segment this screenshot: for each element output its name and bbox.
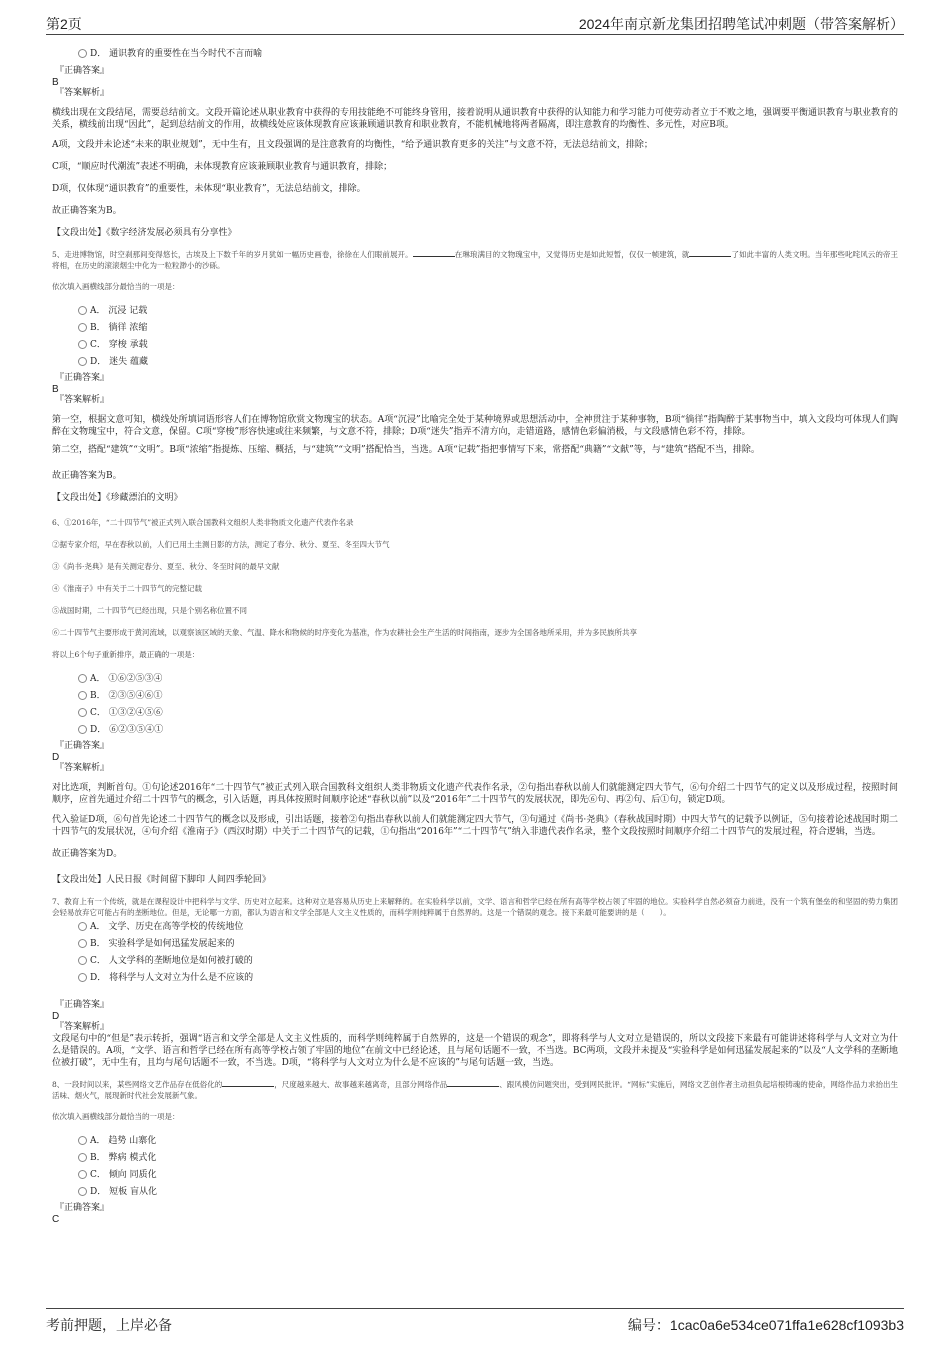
analysis-paragraph: 代入验证D项，⑥句首先论述二十四节气的概念以及形成，引出话题，接着②句指出春秋以前人们就能测定四大节气，③句通过《尚书·尧典》（春秋战国时期）中四大节气的记载予以例证，⑤句接着论述战国时期二十四节气的发展状况，④句介绍《淮南子》（西汉时期）中关于二十四节气的记载，①句指出“2016年”“二十四节气”纳入非遗代表作名录，整个文段按照时间顺序介绍二十四节气的发展过程，符合逻辑，当选。 (52, 815, 898, 837)
source-citation: 【文段出处】人民日报《时间留下脚印 人间四季轮回》 (52, 875, 271, 885)
q7-option-a[interactable] (52, 918, 898, 935)
radio-icon[interactable] (78, 973, 87, 982)
q6-option-a[interactable] (52, 670, 898, 687)
radio-icon[interactable] (78, 922, 87, 931)
option-label: A． 趋势 山寨化 (90, 1136, 157, 1146)
q7-option-b[interactable] (52, 935, 898, 952)
source-citation: 【文段出处】《数字经济发展必须具有分享性》 (52, 228, 237, 238)
option-label: B． 弊病 模式化 (90, 1153, 157, 1163)
radio-icon[interactable] (78, 956, 87, 965)
analysis-paragraph: 文段尾句中的“但是”表示转折，强调“语言和文学全部是人文主义性质的，而科学则纯粹属于自然界的，这是一个错误的观念”，即将科学与人文对立是错误的，所以文段接下来最有可能讲述将科学与人文对立为什么是错误的。A项，“文学、语言和哲学已经在所有高等学校占领了牢固的地位”在前文中已经论述，且与尾句话题不一致，不当选。BC两项，文段并未提及“实验科学是如何迅猛发展起来的”以及“人文学科的垄断地位被打破”，无中生有，且均与尾句话题不一致，不当选。D项，“将科学与人文对立为什么是不应该的”与尾句话题一致，当选。 (52, 1034, 898, 1068)
analysis-paragraph: 第一空，根据文意可知，横线处所填词语形容人们在博物馆欣赏文物瑰宝的状态。A项“沉浸”比喻完全处于某种境界或思想活动中，全神贯注于某种事物，B项“徜徉”指陶醉于某事物当中，填入文段均可体现人们陶醉在文物瑰宝中，符合文意，保留。C项“穿梭”形容快速或往来频繁，与文意不符，排除；D项“迷失”指弄不清方向，走错道路，感情色彩偏消极，与文段感情色彩不符，排除。 (52, 415, 898, 437)
option-label: A． 沉浸 记载 (90, 306, 148, 316)
option-label: D． 短板 盲从化 (90, 1187, 157, 1197)
answer-label: 『正确答案』 (55, 66, 110, 76)
radio-icon[interactable] (78, 1187, 87, 1196)
radio-icon[interactable] (78, 49, 87, 58)
analysis-paragraph: 横线出现在文段结尾，需要总结前文。文段开篇论述从职业教育中获得的专用技能绝不可能终身管用，接着说明从通识教育中获得的认知能力和学习能力可使劳动者立于不败之地，强调要平衡通识教育与职业教育的关系，横线前出现“因此”，起到总结前文的作用，故横线处应该体现教育应该兼顾通识教育和职业教育，不能机械地将两者隔离，即注意教育的均衡性、多元性，对应B项。 (52, 108, 899, 130)
question-stem: 7、教育上有一个传统，就是在课程设计中把科学与文学、历史对立起来。这种对立是容易从历史上来解释的。在实验科学以前，文学、语言和哲学已经在所有高等学校占领了牢固的地位。实验科学自然必须奋力前进，没有一个筑有堡垒的和坚固的势力集团会轻易放弃它可能占有的垄断地位。但是，无论哪一方面，都认为语言和文学全部是人文主义性质的，而科学则纯粹属于自然界的。这是一个错误的观念。接下来最可能要讲的是（ ）。 (52, 897, 898, 917)
q8-option-d[interactable] (52, 1183, 898, 1200)
analysis-conclusion: 故正确答案为D。 (52, 849, 123, 859)
option-label: B． 实验科学是如何迅猛发展起来的 (90, 939, 235, 949)
answer-value: B (52, 77, 59, 88)
q8-option-c[interactable] (52, 1166, 898, 1183)
radio-icon[interactable] (78, 1136, 87, 1145)
option-label: B． 徜徉 浓缩 (90, 323, 148, 333)
code-label: 编号： (627, 1317, 670, 1333)
answer-label: 『正确答案』 (55, 373, 110, 383)
answer-value: B (52, 384, 59, 395)
radio-icon[interactable] (78, 357, 87, 366)
sentence-item: 6、①2016年，“二十四节气”被正式列入联合国教科文组织人类非物质文化遗产代表作名录 (52, 518, 354, 527)
sentence-item: ②据专家介绍，早在春秋以前，人们已用土圭测日影的方法，测定了春分、秋分、夏至、冬至四大节气 (52, 540, 390, 549)
analysis-paragraph: A项，文段并未论述“未来的职业规划”，无中生有，且文段强调的是注意教育的均衡性，“给予通识教育更多的关注”与文意不符，无法总结前文，排除； (52, 140, 653, 150)
sentence-item: ④《淮南子》中有关于二十四节气的完整记载 (52, 584, 202, 593)
analysis-paragraph: C项，“顺应时代潮流”表述不明确，未体现教育应该兼顾职业教育与通识教育，排除； (52, 162, 393, 172)
radio-icon[interactable] (78, 306, 87, 315)
radio-icon[interactable] (78, 708, 87, 717)
analysis-paragraph: 第二空，搭配“建筑”“文明”。B项“浓缩”指提炼、压缩、概括，与“建筑”“文明”搭配恰当，当选。A项“记载”指把事情写下来，常搭配“典籍”“文献”等，与“建筑”搭配不当，排除。 (52, 445, 760, 455)
option-label: A． ①⑥②⑤③④ (90, 674, 163, 684)
answer-value: C (52, 1214, 60, 1225)
analysis-label: 『答案解析』 (55, 1022, 110, 1032)
option-label: D． ⑥②③⑤④① (90, 725, 164, 735)
q7-option-c[interactable] (52, 952, 898, 969)
question-stem: 5、走进博物馆，时空刹那间变得悠长，古埃及上下数千年的岁月犹如一幅历史画卷，徐徐在人们眼前展开。 在琳琅满目的文物瑰宝中，又觉得历史是如此短暂，仅仅一帧建筑，就 了如此丰富的人类文明。当年那些叱咤风云的帝王将相，在历史的滚滚烟尘中化为一粒粒渺小的沙砾。 (52, 250, 898, 270)
radio-icon[interactable] (78, 674, 87, 683)
radio-icon[interactable] (78, 725, 87, 734)
q5-option-b[interactable] (52, 319, 898, 336)
answer-label: 『正确答案』 (55, 741, 110, 751)
page-footer (46, 1308, 904, 1333)
option-label: A． 文学、历史在高等学校的传统地位 (90, 922, 244, 932)
sentence-item: ③《尚书·尧典》是有关测定春分、夏至、秋分、冬至时间的最早文献 (52, 562, 280, 571)
option-label: C． 倾向 同质化 (90, 1170, 157, 1180)
option-label: D． 通识教育的重要性在当今时代不言而喻 (90, 49, 263, 59)
answer-label: 『正确答案』 (55, 1000, 110, 1010)
question-prompt: 依次填入画横线部分最恰当的一项是： (52, 282, 180, 291)
sentence-item: ⑥二十四节气主要形成于黄河流域，以观察该区域的天象、气温、降水和物候的时序变化为基准，作为农耕社会生产生活的时间指南，逐步为全国各地所采用，并为多民族所共享 (52, 628, 637, 637)
q8-option-b[interactable] (52, 1149, 898, 1166)
q8-option-a[interactable] (52, 1132, 898, 1149)
analysis-label: 『答案解析』 (55, 395, 110, 405)
answer-label: 『正确答案』 (55, 1203, 110, 1213)
sentence-item: ⑤战国时期，二十四节气已经出现，只是个别名称位置不同 (52, 606, 247, 615)
radio-icon[interactable] (78, 939, 87, 948)
page-number: 第2页 (46, 16, 82, 32)
q7-option-d[interactable] (52, 969, 898, 986)
option-label: D． 将科学与人文对立为什么是不应该的 (90, 973, 254, 983)
q6-option-d[interactable] (52, 721, 898, 738)
code-value: 1cac0a6e534ce071ffa1e628cf1093b3 (669, 1317, 904, 1333)
q5-option-a[interactable] (52, 302, 898, 319)
source-citation: 【文段出处】《珍藏漂泊的文明》 (52, 493, 183, 503)
radio-icon[interactable] (78, 1170, 87, 1179)
option-label: C． ①③②④⑤⑥ (90, 708, 163, 718)
option-label: B． ②③⑤④⑥① (90, 691, 163, 701)
page-header (46, 12, 904, 35)
question-prompt: 将以上6个句子重新排序，最正确的一项是： (52, 650, 200, 659)
option-label: C． 人文学科的垄断地位是如何被打破的 (90, 956, 253, 966)
analysis-paragraph: 对比选项，判断首句。①句论述2016年“二十四节气”被正式列入联合国教科文组织人类非物质文化遗产代表作名录，②句指出春秋以前人们就能测定四大节气，⑥句介绍二十四节气的定义以及形成过程，按照时间顺序，应首先通过介绍二十四节气的概念，引入话题，再具体按照时间顺序论述“春秋以前”以及“2016年”二十四节气的发展状况，即先⑥句、再②句、后①句，锁定D项。 (52, 783, 898, 805)
radio-icon[interactable] (78, 691, 87, 700)
question-stem: 8、一段时间以来，某些网络文艺作品存在低俗化的 ，尺度越来越大、故事越来越离奇，且部分网络作品 、跟风模仿问题突出，受到网民批评。“网标”实施后，网络文艺创作者主动担负起培根铸魂的使命，网络作品力求抬出生活味、烟火气，展现新时代社会发展新气象。 (52, 1080, 899, 1100)
footer-slogan: 考前押题，上岸必备 (46, 1317, 172, 1333)
answer-value: D (52, 752, 60, 763)
option-label: D． 迷失 蕴藏 (90, 357, 148, 367)
question-prompt: 依次填入画横线部分最恰当的一项是： (52, 1112, 180, 1121)
analysis-label: 『答案解析』 (55, 763, 110, 773)
q6-option-b[interactable] (52, 687, 898, 704)
radio-icon[interactable] (78, 340, 87, 349)
answer-value: D (52, 1011, 60, 1022)
analysis-conclusion: 故正确答案为B。 (52, 206, 122, 216)
q5-option-d[interactable] (52, 353, 898, 370)
document-body (52, 45, 898, 1225)
analysis-conclusion: 故正确答案为B。 (52, 471, 122, 481)
radio-icon[interactable] (78, 323, 87, 332)
q5-option-c[interactable] (52, 336, 898, 353)
radio-icon[interactable] (78, 1153, 87, 1162)
analysis-label: 『答案解析』 (55, 88, 110, 98)
option-label: C． 穿梭 承载 (90, 340, 148, 350)
q6-option-c[interactable] (52, 704, 898, 721)
q4-option-d[interactable] (52, 45, 898, 62)
document-code (628, 1315, 904, 1335)
analysis-paragraph: D项，仅体现“通识教育”的重要性，未体现“职业教育”，无法总结前文，排除。 (52, 184, 366, 194)
document-title: 2024年南京新龙集团招聘笔试冲刺题（带答案解析） (578, 16, 904, 32)
